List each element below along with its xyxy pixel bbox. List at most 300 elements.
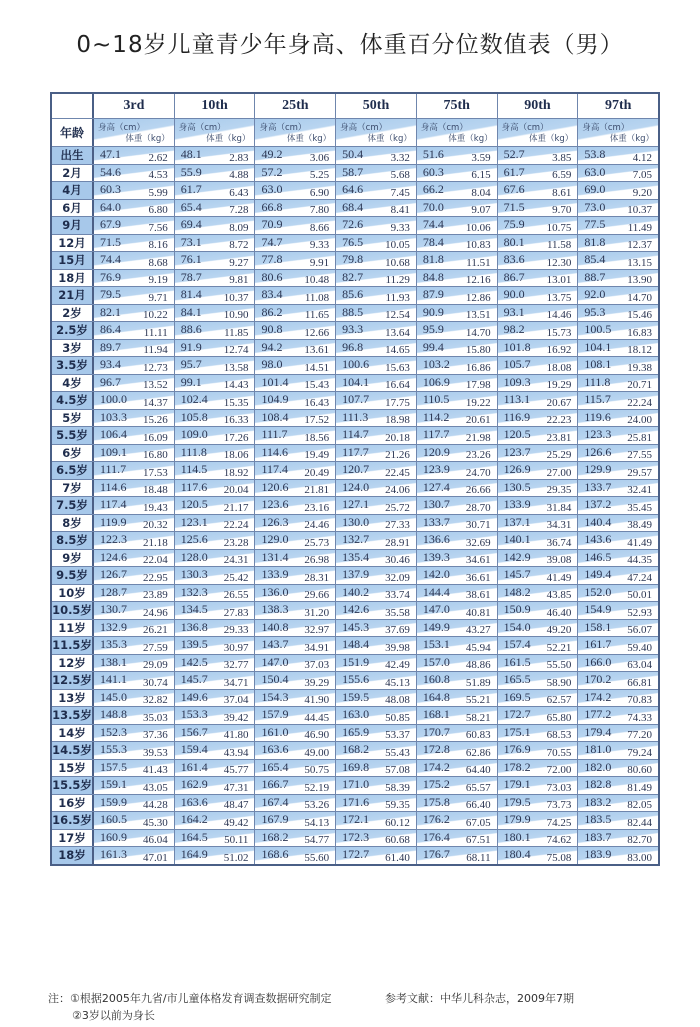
height-value: 65.4	[180, 199, 202, 214]
value-cell	[94, 480, 175, 497]
weight-unit-label: 体重（kg）	[609, 134, 655, 144]
value-cell	[175, 340, 256, 357]
height-value: 147.0	[422, 602, 450, 616]
table-row	[52, 391, 658, 409]
weight-value: 18.92	[223, 466, 249, 479]
weight-value: 15.35	[223, 396, 249, 409]
height-value: 164.5	[180, 829, 208, 844]
value-cell	[498, 567, 579, 584]
height-value: 77.5	[584, 217, 606, 231]
height-value: 98.2	[503, 322, 525, 336]
value-cell	[578, 217, 658, 234]
table-row	[52, 181, 658, 199]
age-label: 6.5岁	[52, 462, 94, 479]
weight-value: 19.38	[627, 361, 653, 374]
value-cell	[175, 375, 256, 392]
age-label: 15岁	[52, 760, 94, 777]
age-label: 8岁	[52, 515, 94, 532]
height-value: 80.6	[261, 269, 283, 284]
weight-value: 22.95	[142, 571, 168, 584]
weight-value: 51.02	[223, 851, 249, 864]
weight-value: 16.09	[142, 431, 168, 444]
weight-value: 45.30	[142, 816, 168, 829]
height-value: 50.4	[342, 147, 364, 161]
weight-value: 13.01	[546, 274, 572, 286]
unit-header	[175, 119, 256, 146]
weight-value: 82.44	[627, 816, 653, 829]
value-cell	[94, 515, 175, 532]
height-value: 143.7	[261, 637, 289, 651]
value-cell	[94, 655, 175, 672]
value-cell	[336, 812, 417, 829]
height-value: 113.1	[503, 392, 531, 406]
value-cell	[94, 217, 175, 234]
weight-value: 14.70	[465, 326, 491, 339]
weight-value: 46.90	[304, 729, 330, 741]
weight-value: 47.24	[627, 571, 653, 584]
weight-value: 18.56	[304, 431, 330, 444]
weight-value: 24.06	[385, 484, 410, 496]
height-value: 92.0	[584, 287, 606, 301]
height-value: 93.3	[342, 322, 364, 336]
weight-value: 29.66	[304, 589, 330, 601]
height-value: 108.4	[261, 409, 289, 424]
weight-value: 52.93	[627, 606, 653, 619]
value-cell	[498, 602, 579, 619]
value-cell	[94, 392, 175, 409]
value-cell	[336, 830, 417, 847]
height-value: 126.7	[100, 567, 127, 581]
weight-value: 11.93	[385, 291, 410, 304]
value-cell	[578, 672, 658, 689]
value-cell	[255, 200, 336, 217]
height-value: 180.4	[503, 847, 531, 861]
value-cell	[94, 725, 175, 742]
height-value: 106.9	[422, 374, 450, 389]
weight-value: 10.90	[223, 309, 249, 321]
weight-value: 8.16	[148, 239, 168, 251]
weight-value: 8.72	[229, 239, 249, 251]
height-value: 182.8	[584, 777, 612, 791]
height-value: 103.3	[100, 409, 127, 424]
height-value: 120.7	[342, 462, 370, 476]
percentile-header: 90th	[498, 94, 579, 118]
value-cell	[336, 550, 417, 567]
height-value: 160.8	[422, 672, 450, 686]
weight-value: 43.05	[142, 781, 168, 794]
height-value: 105.7	[503, 357, 531, 371]
weight-value: 12.30	[546, 256, 572, 269]
height-value: 161.4	[180, 759, 208, 774]
value-cell	[175, 200, 256, 217]
weight-value: 58.21	[465, 711, 491, 724]
value-cell	[417, 515, 498, 532]
height-value: 86.2	[261, 304, 283, 319]
height-value: 163.6	[261, 742, 289, 756]
height-value: 114.6	[261, 444, 288, 459]
height-value: 159.4	[180, 742, 208, 756]
value-cell	[94, 742, 175, 759]
height-value: 114.5	[180, 462, 208, 476]
height-value: 66.2	[422, 182, 444, 196]
age-label: 18月	[52, 270, 94, 287]
value-cell	[175, 235, 256, 252]
value-cell	[94, 812, 175, 829]
height-value: 148.2	[503, 584, 531, 599]
height-unit-label: 身高（cm）	[340, 123, 388, 133]
value-cell	[255, 322, 336, 339]
age-label: 9月	[52, 217, 94, 234]
age-label: 11岁	[52, 620, 94, 637]
weight-value: 73.73	[546, 799, 572, 811]
weight-value: 50.11	[224, 834, 249, 846]
height-value: 154.0	[503, 619, 531, 634]
value-cell	[498, 305, 579, 322]
weight-value: 11.58	[546, 239, 572, 251]
table-row	[52, 426, 658, 444]
weight-value: 19.49	[304, 449, 330, 461]
height-value: 83.6	[503, 252, 525, 266]
value-cell	[498, 322, 579, 339]
weight-value: 60.83	[465, 729, 491, 741]
value-cell	[336, 392, 417, 409]
age-label: 4月	[52, 182, 94, 199]
height-value: 167.9	[261, 812, 289, 826]
value-cell	[175, 462, 256, 479]
height-value: 111.7	[261, 427, 288, 441]
value-cell	[498, 217, 579, 234]
weight-value: 22.23	[546, 414, 572, 426]
height-value: 64.0	[100, 199, 121, 214]
weight-value: 32.09	[385, 571, 410, 584]
weight-value: 45.13	[385, 676, 410, 689]
height-value: 176.4	[422, 829, 450, 844]
height-unit-label: 身高（cm）	[259, 123, 307, 133]
weight-value: 11.51	[466, 256, 491, 269]
value-cell	[175, 620, 256, 637]
height-value: 64.6	[342, 182, 364, 196]
value-cell	[578, 462, 658, 479]
weight-value: 30.46	[385, 554, 410, 566]
height-value: 109.1	[100, 444, 127, 459]
height-value: 87.9	[422, 287, 444, 301]
height-value: 134.5	[180, 602, 208, 616]
value-cell	[578, 357, 658, 374]
height-value: 183.5	[584, 812, 612, 826]
height-value: 147.0	[261, 654, 289, 669]
weight-value: 14.70	[627, 291, 653, 304]
header-row	[52, 94, 658, 118]
weight-value: 26.21	[142, 624, 168, 636]
weight-value: 36.74	[546, 536, 572, 549]
value-cell	[578, 270, 658, 287]
weight-value: 68.53	[546, 729, 572, 741]
age-label: 21月	[52, 287, 94, 304]
percentile-header: 25th	[255, 94, 336, 118]
weight-value: 18.48	[142, 484, 168, 496]
weight-value: 2.83	[229, 151, 249, 164]
value-cell	[498, 252, 579, 269]
weight-value: 49.20	[546, 624, 572, 636]
value-cell	[255, 690, 336, 707]
value-cell	[498, 427, 579, 444]
weight-value: 24.70	[465, 466, 491, 479]
value-cell	[336, 305, 417, 322]
table-row	[52, 846, 658, 864]
value-cell	[255, 777, 336, 794]
value-cell	[255, 480, 336, 497]
height-value: 53.8	[584, 147, 606, 161]
weight-value: 10.68	[385, 256, 410, 269]
height-value: 159.9	[100, 794, 127, 809]
weight-value: 38.49	[627, 519, 653, 531]
value-cell	[578, 602, 658, 619]
percentile-header: 3rd	[94, 94, 175, 118]
value-cell	[336, 847, 417, 864]
height-value: 166.7	[261, 777, 289, 791]
height-value: 58.7	[342, 164, 364, 179]
weight-value: 31.84	[546, 501, 572, 514]
table-row	[52, 444, 658, 462]
weight-value: 24.96	[142, 606, 168, 619]
value-cell	[255, 340, 336, 357]
height-value: 47.1	[100, 147, 121, 161]
value-cell	[175, 725, 256, 742]
value-cell	[94, 340, 175, 357]
value-cell	[578, 760, 658, 777]
height-value: 120.9	[422, 444, 450, 459]
value-cell	[336, 252, 417, 269]
height-value: 124.0	[342, 479, 370, 494]
height-value: 49.2	[261, 147, 283, 161]
height-value: 60.3	[100, 182, 121, 196]
height-value: 83.4	[261, 287, 283, 301]
value-cell	[94, 410, 175, 427]
height-value: 110.5	[422, 392, 450, 406]
weight-unit-label: 体重（kg）	[448, 134, 493, 144]
weight-value: 19.43	[142, 501, 168, 514]
height-value: 79.8	[342, 252, 364, 266]
value-cell	[175, 760, 256, 777]
value-cell	[498, 637, 579, 654]
height-value: 152.3	[100, 724, 127, 739]
unit-header	[417, 119, 498, 146]
weight-value: 11.29	[385, 274, 410, 286]
height-value: 165.9	[342, 724, 370, 739]
value-cell	[255, 147, 336, 164]
weight-value: 55.60	[304, 851, 330, 864]
height-value: 126.3	[261, 514, 289, 529]
height-value: 181.0	[584, 742, 612, 756]
height-value: 136.8	[180, 619, 208, 634]
table-row	[52, 234, 658, 252]
weight-value: 61.40	[385, 851, 410, 864]
weight-value: 43.27	[465, 624, 491, 636]
height-value: 117.4	[100, 497, 127, 511]
height-value: 133.7	[422, 514, 450, 529]
value-cell	[498, 287, 579, 304]
value-cell	[417, 305, 498, 322]
value-cell	[498, 200, 579, 217]
weight-value: 37.03	[304, 659, 330, 671]
height-value: 117.4	[261, 462, 288, 476]
value-cell	[336, 462, 417, 479]
weight-value: 8.41	[390, 204, 410, 216]
value-cell	[94, 357, 175, 374]
value-cell	[336, 357, 417, 374]
table-row	[52, 601, 658, 619]
value-cell	[175, 147, 256, 164]
weight-value: 27.83	[223, 606, 249, 619]
weight-value: 63.04	[627, 659, 653, 671]
age-label: 8.5岁	[52, 532, 94, 549]
height-value: 176.9	[503, 742, 531, 756]
weight-value: 52.21	[546, 641, 572, 654]
value-cell	[498, 777, 579, 794]
height-value: 67.6	[503, 182, 525, 196]
value-cell	[498, 795, 579, 812]
unit-header	[578, 119, 658, 146]
age-label: 14.5岁	[52, 742, 94, 759]
unit-header	[94, 119, 175, 146]
value-cell	[175, 217, 256, 234]
value-cell	[336, 147, 417, 164]
weight-value: 12.73	[142, 361, 168, 374]
height-value: 70.0	[422, 199, 444, 214]
age-label: 10.5岁	[52, 602, 94, 619]
height-value: 63.0	[261, 182, 283, 196]
weight-value: 23.89	[142, 589, 168, 601]
weight-value: 8.04	[471, 186, 491, 199]
value-cell	[578, 235, 658, 252]
value-cell	[498, 760, 579, 777]
weight-value: 8.68	[148, 256, 168, 269]
weight-value: 18.08	[546, 361, 572, 374]
weight-value: 33.74	[385, 589, 410, 601]
table-row	[52, 636, 658, 654]
age-label: 17岁	[52, 830, 94, 847]
value-cell	[94, 760, 175, 777]
value-cell	[175, 690, 256, 707]
weight-value: 11.85	[224, 326, 249, 339]
value-cell	[175, 742, 256, 759]
value-cell	[336, 620, 417, 637]
height-value: 180.1	[503, 829, 531, 844]
weight-value: 30.97	[223, 641, 249, 654]
value-cell	[175, 480, 256, 497]
height-value: 161.7	[584, 637, 612, 651]
percentile-header: 97th	[604, 98, 632, 113]
value-cell	[336, 760, 417, 777]
value-cell	[175, 812, 256, 829]
age-label: 16岁	[52, 795, 94, 812]
height-value: 127.1	[342, 497, 370, 511]
value-cell	[417, 147, 498, 164]
value-cell	[175, 532, 256, 549]
weight-value: 60.12	[385, 816, 410, 829]
weight-value: 3.32	[390, 151, 410, 164]
weight-value: 43.85	[546, 589, 572, 601]
percentile-header: 10th	[175, 94, 256, 118]
weight-value: 39.08	[546, 554, 572, 566]
weight-value: 11.94	[143, 344, 168, 356]
age-label: 11.5岁	[52, 637, 94, 654]
height-value: 120.5	[180, 497, 208, 511]
value-cell	[255, 252, 336, 269]
weight-unit-label: 体重（kg）	[367, 134, 412, 144]
height-value: 142.9	[503, 549, 531, 564]
value-cell	[578, 410, 658, 427]
weight-value: 25.42	[223, 571, 249, 584]
weight-value: 9.33	[309, 239, 330, 251]
weight-value: 9.71	[148, 291, 168, 304]
weight-value: 82.05	[627, 799, 653, 811]
value-cell	[498, 462, 579, 479]
height-value: 103.2	[422, 357, 450, 371]
weight-value: 32.82	[142, 694, 168, 706]
value-cell	[175, 182, 256, 199]
height-value: 100.5	[584, 322, 612, 336]
height-value: 107.7	[342, 392, 370, 406]
value-cell	[498, 480, 579, 497]
weight-value: 26.66	[465, 484, 491, 496]
weight-value: 41.80	[223, 729, 249, 741]
weight-value: 58.39	[385, 781, 410, 794]
weight-value: 24.31	[223, 554, 249, 566]
weight-value: 24.00	[627, 414, 653, 426]
weight-value: 3.85	[552, 151, 572, 164]
height-value: 94.2	[261, 339, 283, 354]
height-value: 183.9	[584, 847, 612, 861]
value-cell	[336, 287, 417, 304]
value-cell	[175, 322, 256, 339]
weight-value: 32.69	[465, 536, 491, 549]
height-value: 136.6	[422, 532, 450, 546]
weight-value: 6.59	[552, 169, 572, 181]
height-value: 88.5	[342, 304, 364, 319]
height-value: 163.6	[180, 794, 208, 809]
value-cell	[336, 777, 417, 794]
weight-value: 59.35	[385, 799, 410, 811]
table-row	[52, 479, 658, 497]
height-value: 172.3	[342, 829, 370, 844]
value-cell	[578, 532, 658, 549]
height-value: 130.3	[180, 567, 208, 581]
value-cell	[417, 287, 498, 304]
value-cell	[498, 550, 579, 567]
value-cell	[175, 515, 256, 532]
weight-value: 55.50	[546, 659, 572, 671]
weight-value: 23.81	[546, 431, 572, 444]
table-row	[52, 829, 658, 847]
value-cell	[578, 620, 658, 637]
height-value: 150.9	[503, 602, 531, 616]
height-value: 78.7	[180, 269, 202, 284]
value-cell	[336, 340, 417, 357]
height-value: 151.9	[342, 654, 370, 669]
value-cell	[417, 462, 498, 479]
height-value: 81.8	[584, 234, 606, 249]
age-label: 5岁	[52, 410, 94, 427]
weight-value: 48.47	[223, 799, 249, 811]
height-value: 179.9	[503, 812, 531, 826]
height-value: 133.9	[503, 497, 531, 511]
height-value: 130.7	[422, 497, 450, 511]
value-cell	[175, 830, 256, 847]
weight-value: 9.27	[229, 256, 249, 269]
value-cell	[94, 672, 175, 689]
height-value: 128.7	[100, 584, 127, 599]
